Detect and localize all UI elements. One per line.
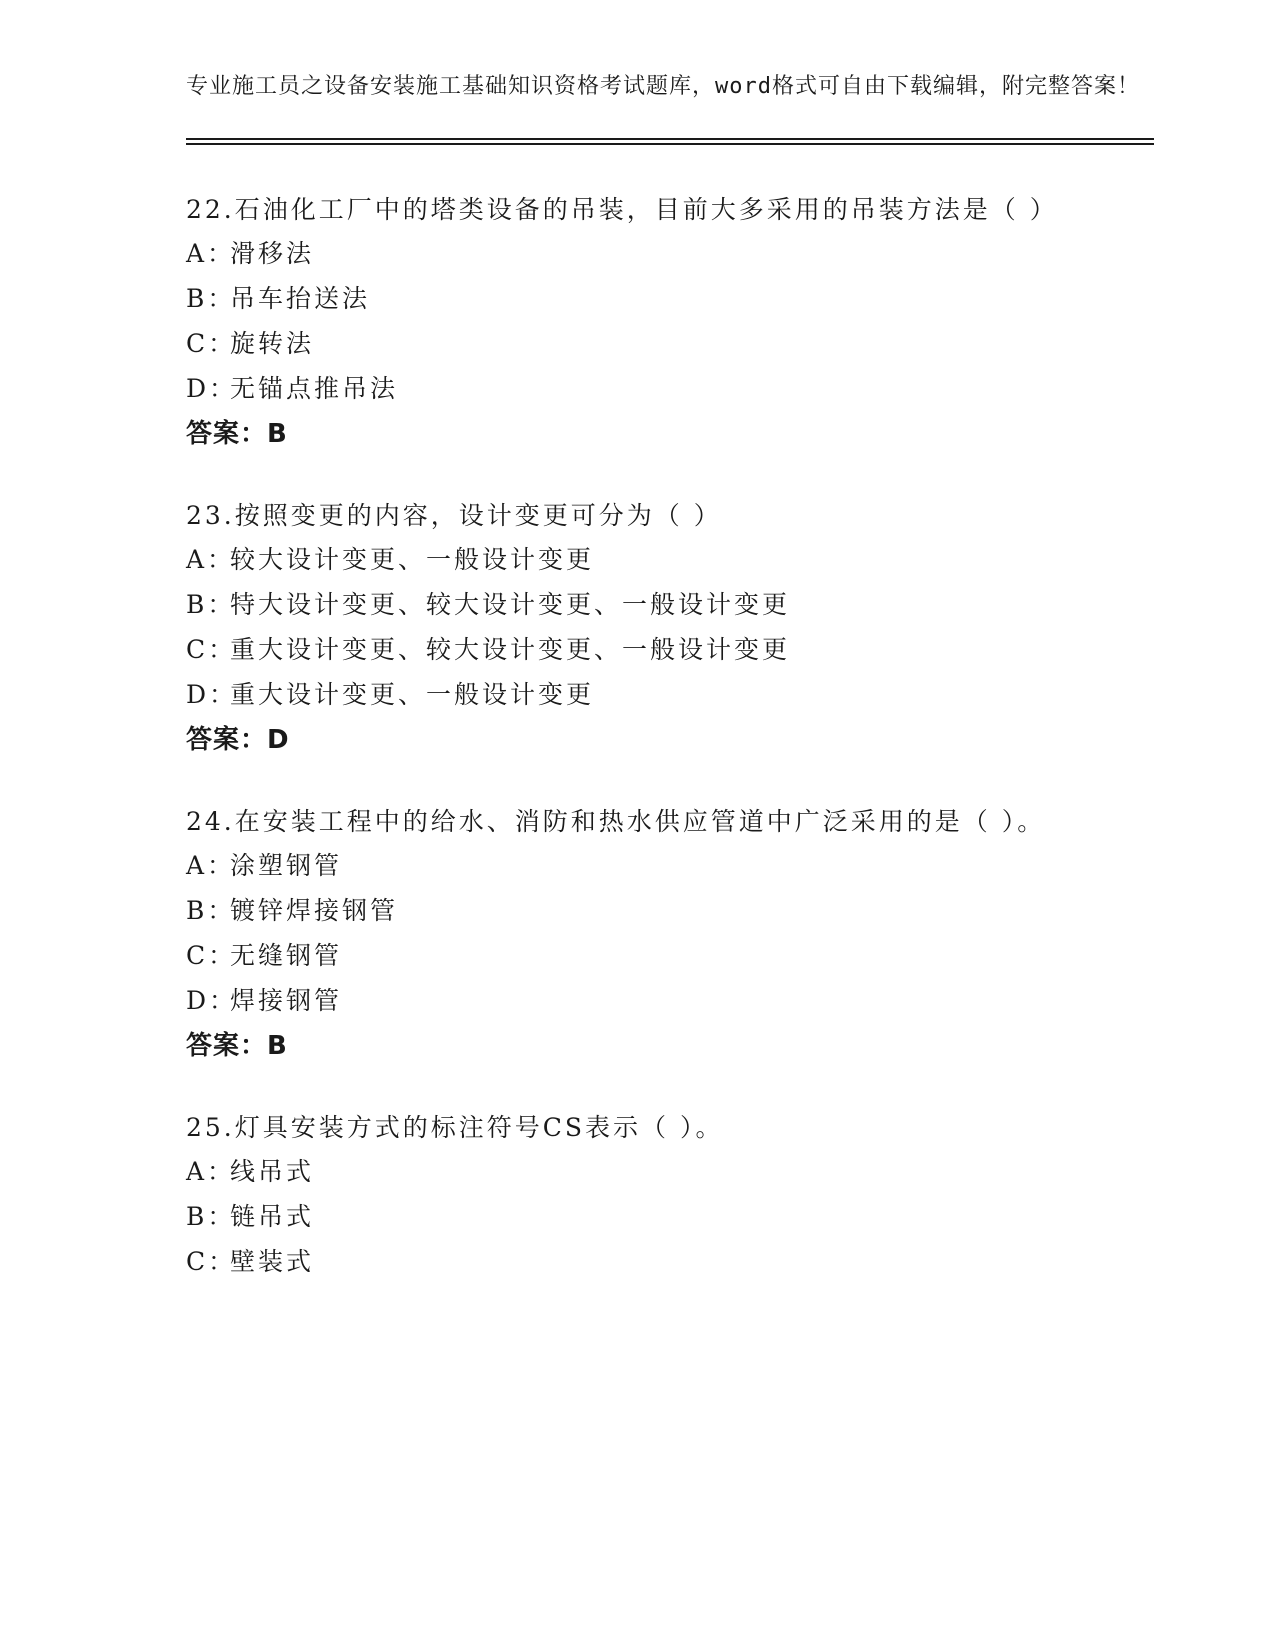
option-text: 链吊式: [230, 1202, 315, 1231]
option-b: [186, 276, 1154, 321]
question-22: [186, 189, 1154, 457]
option-b: [186, 888, 1154, 933]
option-d: [186, 366, 1154, 411]
divider-line-top: [186, 138, 1154, 140]
option-c: [186, 627, 1154, 672]
option-b: [186, 582, 1154, 627]
option-key: D：: [186, 680, 238, 709]
question-stem: 23.按照变更的内容，设计变更可分为（ ）: [186, 501, 722, 530]
answer-label: 答案：B: [186, 1031, 288, 1061]
option-text: 吊车抬送法: [230, 284, 371, 313]
document-intro: 专业施工员之设备安装施工基础知识资格考试题库，word格式可自由下载编辑，附完整答案！: [186, 74, 1140, 99]
option-c: [186, 1239, 1154, 1284]
option-text: 重大设计变更、较大设计变更、一般设计变更: [230, 635, 791, 664]
option-key: C：: [186, 941, 237, 970]
question-stem: 24.在安装工程中的给水、消防和热水供应管道中广泛采用的是（ ）。: [186, 807, 1046, 836]
option-text: 镀锌焊接钢管: [230, 896, 399, 925]
option-c: [186, 321, 1154, 366]
answer-label: 答案：B: [186, 419, 288, 449]
header-divider: [186, 138, 1154, 145]
option-text: 无缝钢管: [230, 941, 343, 970]
option-c: [186, 933, 1154, 978]
option-a: [186, 231, 1154, 276]
question-list: [186, 189, 1154, 1284]
option-key: D：: [186, 374, 238, 403]
option-key: B：: [186, 1202, 236, 1231]
option-key: A：: [186, 851, 236, 880]
option-text: 重大设计变更、一般设计变更: [230, 680, 595, 709]
option-a: [186, 537, 1154, 582]
option-key: A：: [186, 545, 236, 574]
option-key: C：: [186, 1247, 237, 1276]
option-text: 焊接钢管: [230, 986, 343, 1015]
question-stem: 25.灯具安装方式的标注符号CS表示（ ）。: [186, 1113, 724, 1142]
document-page: [186, 70, 1154, 1322]
option-key: A：: [186, 1157, 236, 1186]
option-key: B：: [186, 284, 236, 313]
option-b: [186, 1194, 1154, 1239]
option-text: 涂塑钢管: [230, 851, 343, 880]
option-key: C：: [186, 635, 237, 664]
option-text: 线吊式: [230, 1157, 315, 1186]
option-key: A：: [186, 239, 236, 268]
question-24: [186, 801, 1154, 1069]
option-key: B：: [186, 590, 236, 619]
option-a: [186, 843, 1154, 888]
option-text: 无锚点推吊法: [230, 374, 399, 403]
question-23: [186, 495, 1154, 763]
question-25: [186, 1107, 1154, 1284]
option-a: [186, 1149, 1154, 1194]
option-text: 壁装式: [230, 1247, 315, 1276]
option-text: 旋转法: [230, 329, 315, 358]
option-text: 较大设计变更、一般设计变更: [230, 545, 595, 574]
answer-label: 答案：D: [186, 725, 290, 755]
question-stem: 22.石油化工厂中的塔类设备的吊装，目前大多采用的吊装方法是（ ）: [186, 195, 1058, 224]
divider-line-bottom: [186, 143, 1154, 145]
option-d: [186, 978, 1154, 1023]
option-text: 滑移法: [230, 239, 315, 268]
option-key: D：: [186, 986, 238, 1015]
option-key: C：: [186, 329, 237, 358]
option-text: 特大设计变更、较大设计变更、一般设计变更: [230, 590, 791, 619]
option-d: [186, 672, 1154, 717]
option-key: B：: [186, 896, 236, 925]
